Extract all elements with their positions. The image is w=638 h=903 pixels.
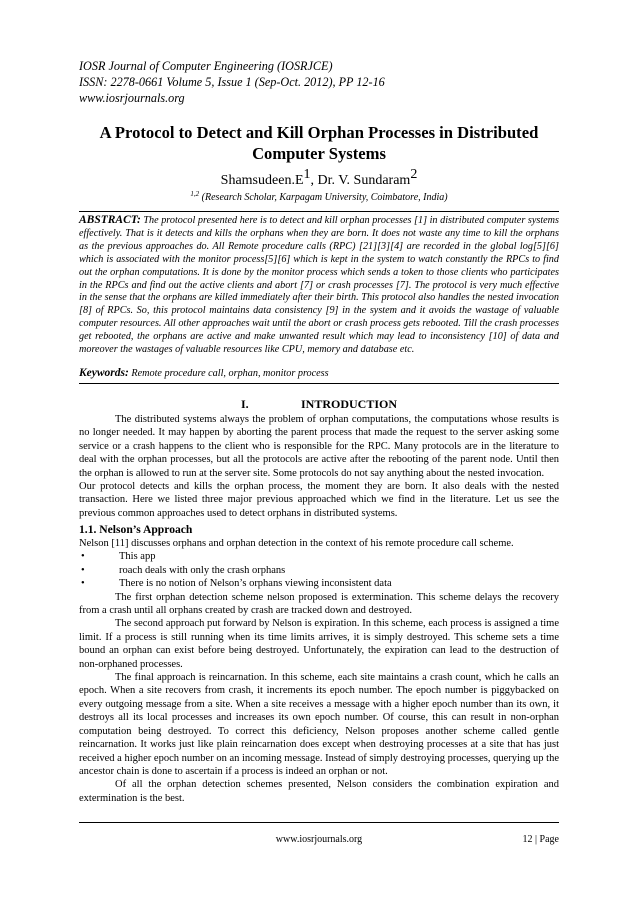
keywords-text: Remote procedure call, orphan, monitor process [128,368,329,379]
title-line-1: A Protocol to Detect and Kill Orphan Processes in Distributed [99,123,539,142]
section-heading-introduction [79,397,559,412]
intro-paragraph-1: The distributed systems always the problem of orphan computations, the computations whose results is no longer needed. It may happen by aborting the parent process that made the request to the server asking some service or a crash happens to the client who is responsible for the RPC. Many protocols are in the literature to deal with the orphan processes, but all the protocols are active after the rebooting of the parent node. Until then the orphan is allowed to run at the server site. Some protocols do not say anything about the nested invocation. [79,414,559,479]
list-item [79,564,559,577]
list-item [79,550,559,563]
author-separator: , [310,173,318,188]
affiliation-mark: 1,2 [190,190,200,198]
affiliation-text: (Research Scholar, Karpagam University, Coimbatore, India) [199,192,448,203]
title-line-2: Computer Systems [252,144,386,163]
author-1-mark: 1 [303,167,311,182]
subsection-intro: Nelson [11] discusses orphans and orphan detection in the context of his remote procedure call scheme. [79,538,514,549]
page-number: 12 | Page [522,834,559,845]
section-number: I. [240,397,249,411]
author-2-mark: 2 [410,167,418,182]
footer-rule [79,822,559,823]
bullet-list [79,550,559,590]
keywords-label: Keywords: [79,367,129,379]
abstract-label: ABSTRACT: [79,214,141,226]
subsection-heading: 1.1. Nelson’s Approach [79,523,193,536]
journal-issn: ISSN: 2278-0661 Volume 5, Issue 1 (Sep-Oct. 2012), PP 12-16 [79,75,385,89]
nelson-paragraph-3: The final approach is reincarnation. In this scheme, each site maintains a crash count, which he calls an epoch. When a site recovers from crash, it increments its epoch number. The epoch number is piggybacked on every outgoing message from a site. When a site receives a message with a higher epoch number than its own, it destroys all its local processes and increases its own epoch number. Of course, this can result in non-orphan computation being destroyed. To correct this deficiency, Nelson proposes another scheme called gentle reincarnation. It works just like plain reincarnation does except when destroying processes at a site that has just received a higher epoch number on an incoming message. Instead of simply destroying processes, querying up the ancestor chain is done to ascertain if a process is indeed an orphan or not. [79,672,559,777]
bullet-text: roach deals with only the crash orphans [119,564,286,576]
journal-name: IOSR Journal of Computer Engineering (IOSRJCE) [79,59,333,73]
authors [79,167,559,190]
author-1: Shamsudeen.E [220,173,304,188]
subsection-body [79,537,559,805]
abstract-text: The protocol presented here is to detect and kill orphan processes [1] in distributed computer systems effectively. That is it detects and kills the orphans when they are born. It does not waste any time to kill the orphans as the previous approaches do. All Remote procedure calls (RPC) [21][3][4] are recorded in the global log[5][6] which is associated with the monitor process[5][6] which is kept in the system to watch constantly the RPCs to find out the orphan computations. It is done by the monitor process which sends a token to those clients who participates in the RPCs and find out the active clients and abort [7] or crash processes [7]. The protocol is very much effective in the sense that the orphans are killed immediately after their birth. This protocol also handles the nested invocation [8] of RPCs. So, this protocol maintains data consistency [9] in the system and it avoids the wastage of valuable computer resources. All other approaches wait until the abort or crash process gets rebooted. Till the crash processes get rebooted, the orphans are active and make unwanted result which may lead to inconsistency [10] of data and moreover the wastages of valuable resources like CPU, memory and database etc. [79,215,559,356]
bullet-text: This app [119,551,156,563]
journal-url: www.iosrjournals.org [79,91,185,105]
paper-title [79,122,559,164]
nelson-paragraph-1: The first orphan detection scheme nelson proposed is extermination. This scheme delays the recovery from a crash until all orphans created by crash are tracked down and destroyed. [79,591,559,617]
list-item [79,577,559,590]
keywords [79,367,559,380]
abstract-top-rule [79,211,559,212]
abstract [79,214,559,357]
bullet-text: There is no notion of Nelson’s orphans viewing inconsistent data [119,578,392,590]
nelson-paragraph-4: Of all the orphan detection schemes presented, Nelson considers the combination expiration and extermination is the best. [79,779,559,804]
nelson-paragraph-2: The second approach put forward by Nelson is expiration. In this scheme, each process is assigned a time limit. If a process is still running when its time limits arrives, it is simply destroyed. This scheme sets a time bound an orphan can exist before being destroyed. Unfortunately, the expiration can lead to the destruction of non-orphaned processes. [79,618,559,670]
bullet-glyph: • [81,578,85,590]
author-2: Dr. V. Sundaram [317,173,411,188]
section-title: INTRODUCTION [300,397,397,411]
abstract-bottom-rule [79,383,559,384]
journal-header [79,58,559,106]
footer-url: www.iosrjournals.org [275,834,363,845]
bullet-glyph: • [81,551,85,563]
intro-paragraph-2: Our protocol detects and kills the orphan process, the moment they are born. It also deals with the nested transaction. Here we listed three major previous approached which we find in the literature. Let us see the previous common approaches used to detect orphans in distributed systems. [79,481,559,519]
introduction-body [79,413,559,520]
affiliation [79,191,559,204]
bullet-glyph: • [81,564,85,576]
